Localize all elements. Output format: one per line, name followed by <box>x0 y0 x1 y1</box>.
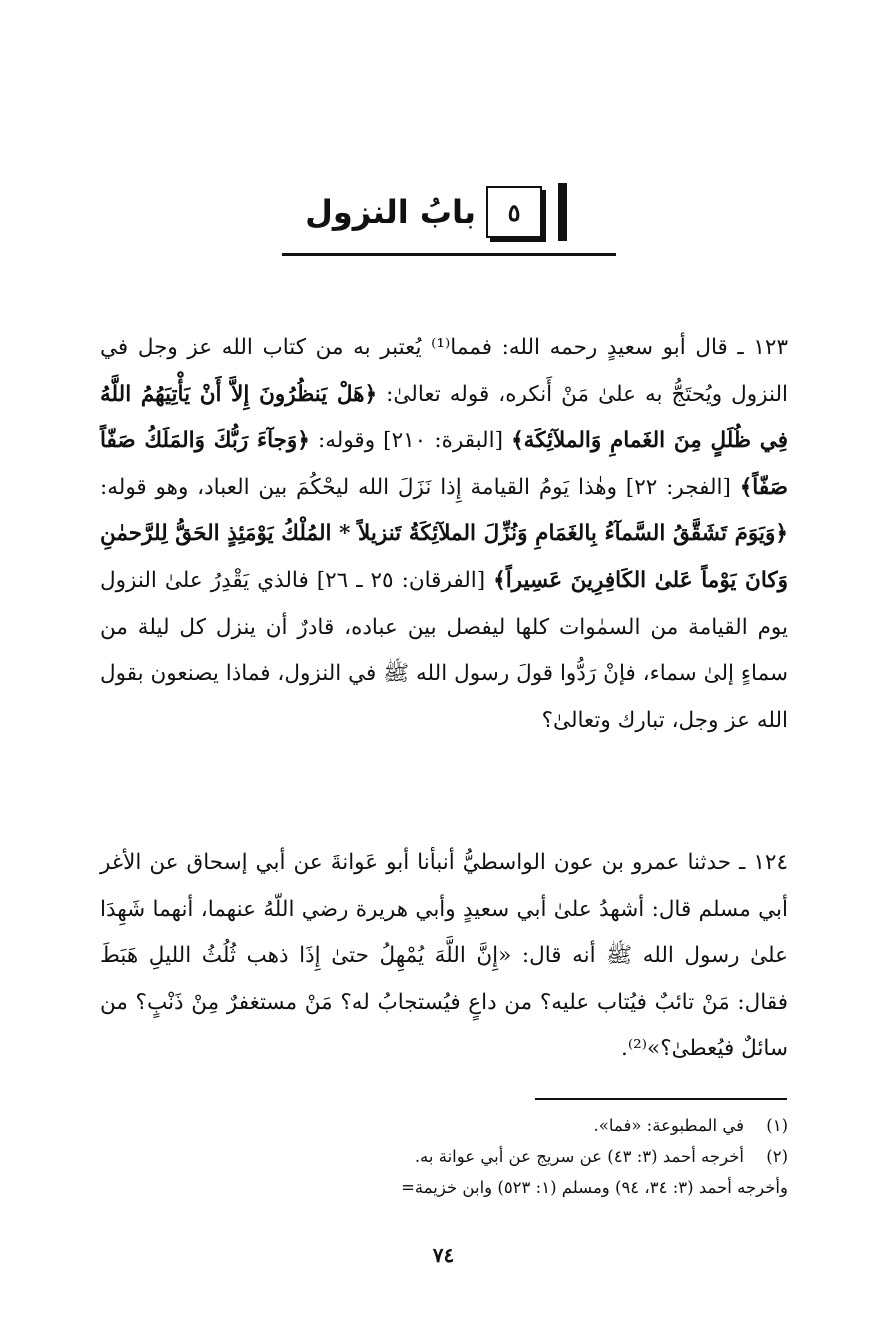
footnote-number: (٢) <box>766 1147 788 1166</box>
footnote-text: أخرجه أحمد (٣: ٤٣) عن سريج عن أبي عوانة به. <box>414 1147 744 1166</box>
heading-underline <box>282 253 616 256</box>
footnote-number: (١) <box>766 1116 788 1135</box>
paragraph-124-text: ١٢٤ ـ حدثنا عمرو بن عون الواسطيُّ أنبأنا أبو عَوانةَ عن أبي إسحاق عن الأغر أبي مسلم قال: أشهدُ علىٰ أبي سعيدٍ وأبي هريرة رضي اللّهُ عنهما، أنهما شَهِدَا علىٰ رسول الله ﷺ أنه قال: «إِنَّ اللَّهَ يُمْهِلُ حتىٰ إِذَا ذهب ثُلُثُ الليلِ هَبَطَ فقال: مَنْ تائبٌ فيُتاب عليه؟ من داعٍ فيُستجابُ له؟ مَنْ مستغفرٌ مِنْ ذَنْبٍ؟ من سائلٌ فيُعطىٰ؟»⁽²⁾. <box>100 850 788 1062</box>
page-number: ٧٤ <box>432 1243 455 1267</box>
footnote-item <box>80 1110 788 1141</box>
reference-baqarah: [البقرة: ٢١٠] وقوله: <box>309 428 512 454</box>
paragraph-123-rest: [الفرقان: ٢٥ ـ ٢٦] فالذي يَقْدِرُ علىٰ النزول يوم القيامة من السمٰوات كلها ليفصل بين عباده، قادرٌ أن ينزل كل ليلة من سماءٍ إلىٰ سماء، فإنْ رَدُّوا قولَ رسول الله ﷺ في النزول، فماذا يصنعون بقول الله عز وجل، تبارك وتعالىٰ؟ <box>100 567 788 733</box>
paragraph-124 <box>100 840 788 1073</box>
footnote-text: في المطبوعة: «فما». <box>593 1116 744 1135</box>
chapter-bar-ornament <box>558 183 567 241</box>
quran-verse-furqan: ﴿وَيَوَمَ تَشَقَّقُ السَّمآءُ بِالغَمَامِ وَنُزِّلَ الملآئِكَةُ تَنزيلاً * المُلْكُ يَوْمَئِذٍ الحَقُّ لِلرَّحمٰنِ وَكانَ يَوْماً عَلىٰ الكَافِرِينَ عَسِيراً﴾ <box>100 521 789 593</box>
paragraph-123 <box>100 325 788 744</box>
paragraph-123-text: ١٢٣ ـ قال أبو سعيدٍ رحمه الله: فمما⁽¹⁾ يُعتبر به من كتاب الله عز وجل في النزول ويُحتَجُّ به علىٰ مَنْ أَنكره، قوله تعالىٰ: <box>100 335 788 407</box>
reference-fajr: [الفجر: ٢٢] وهٰذا يَومُ القيامة إِذا نَزَلَ الله ليحْكُمَ بين العباد، وهو قوله: <box>100 474 740 500</box>
chapter-number-box <box>486 186 542 238</box>
footnote-continuation: وأخرجه أحمد (٣: ٣٤، ٩٤) ومسلم (١: ٥٢٣) وابن خزيمة= <box>401 1178 788 1197</box>
chapter-title: بابُ النزول <box>305 193 476 231</box>
quran-verse-fajr: ﴿وَجآءَ رَبُّكَ وَالمَلَكُ صَفّاً صَفّاً﴾ <box>100 428 788 500</box>
footnotes <box>80 1110 788 1203</box>
footnote-separator <box>535 1098 787 1100</box>
chapter-number: ٥ <box>507 197 521 227</box>
quran-verse-baqarah: ﴿هَلْ يَنظُرُونَ إِلاَّ أَنْ يَأْتِيَهُمُ اللَّهُ فِي ظُلَلٍ مِنَ الغَمامِ وَالملآئِكَة﴾ <box>100 381 788 454</box>
chapter-heading <box>0 183 887 263</box>
footnote-item <box>80 1141 788 1172</box>
